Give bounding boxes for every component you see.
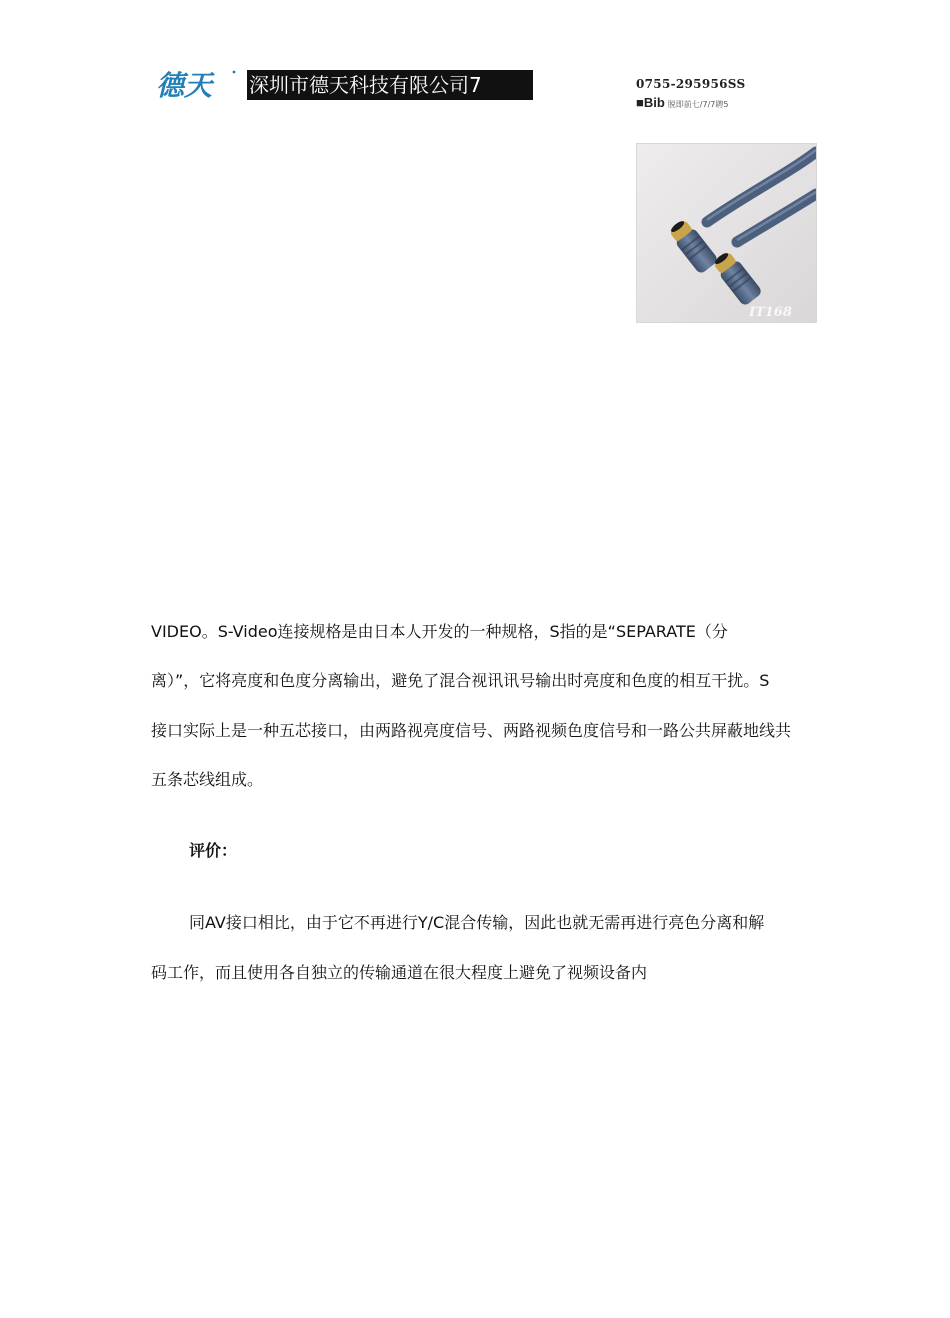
company-name: 深圳市德天科技有限公司7 [249, 73, 482, 97]
photo-watermark: IT168 [749, 305, 792, 320]
subline-small-text: 脱即前七/7/7聘5 [667, 100, 729, 109]
logo-mark-dot [233, 71, 236, 74]
cable-illustration [637, 144, 816, 322]
body-line-4: 五条芯线组成。 [151, 770, 264, 789]
header-subline [636, 95, 728, 110]
body-line-5: 同AV接口相比，由于它不再进行Y/C混合传输，因此也就无需再进行亮色分离和解 [189, 913, 765, 932]
phone-number: 0755-295956SS [636, 77, 746, 91]
body-line-1: VIDEO。S-Video连接规格是由日本人开发的一种规格，S指的是“SEPARATE（分 [151, 622, 728, 641]
svideo-cable-photo [636, 143, 817, 323]
body-line-6: 码工作，而且使用各自独立的传输通道在很大程度上避免了视频设备内 [151, 963, 648, 982]
body-line-2: 离）”，它将亮度和色度分离输出，避免了混合视讯讯号输出时亮度和色度的相互干扰。S [151, 671, 770, 690]
subline-bold-text: ■Bib [636, 95, 665, 110]
section-heading-evaluation: 评价： [189, 841, 238, 860]
company-logo [156, 66, 238, 102]
logo-graphic [156, 66, 238, 102]
body-line-3: 接口实际上是一种五芯接口，由两路视亮度信号、两路视频色度信号和一路公共屏蔽地线共 [151, 721, 792, 740]
company-name-banner [247, 70, 533, 100]
logo-text: 德天 [156, 69, 213, 102]
